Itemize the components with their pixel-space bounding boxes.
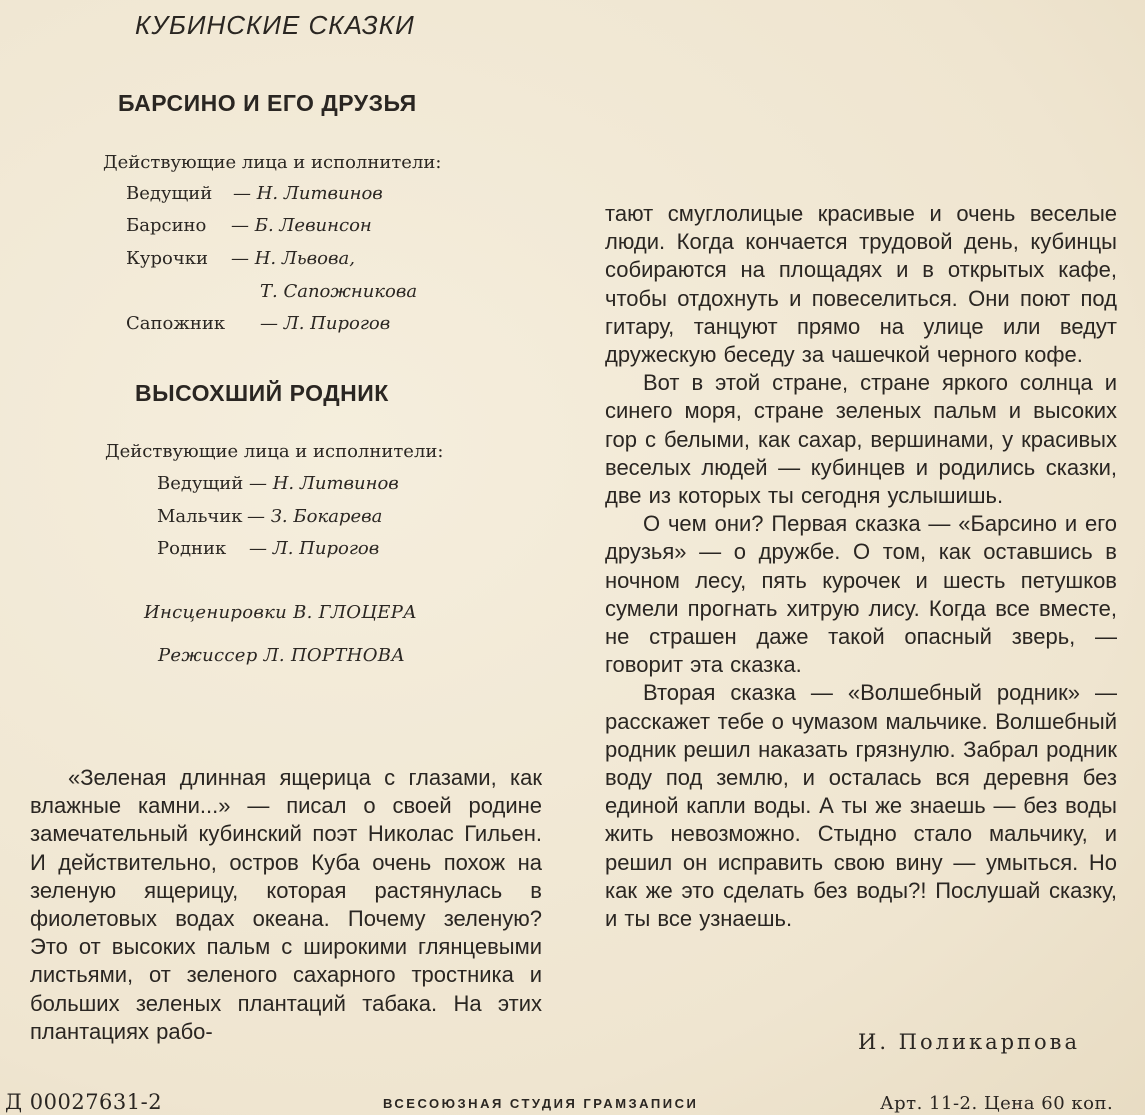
cast-actor: — Н. Литвинов [233,183,383,204]
series-title: КУБИНСКИЕ СКАЗКИ [135,10,415,40]
story1-cast-row [126,215,372,236]
story2-cast-row [157,538,380,559]
right-paragraph-4: Вторая сказка — «Волшебный родник» — расскажет тебе о чумазом мальчике. Волшебный родник решил наказать грязнулю. Забрал родник воду под землю, и осталась вся деревня без единой капли воды. А ты же знаешь — без воды жить невозможно. Стыдно стало мальчику, и решил он исправить свою вину — умыться. Но как же это сделать без воды?! Послушай сказку, и ты все узнаешь. [605,680,1117,932]
cast-role: Барсино [126,215,207,236]
story1-cast-row [126,248,355,269]
left-paragraph: «Зеленая длинная ящерица с глазами, как влажные камни...» — писал о своей родине замечательный кубинский поэт Николас Гильен. И действительно, остров Куба очень похож на зеленую ящерицу, которая растянулась в фиолетовых водах океана. Почему зеленую? Это от высоких пальм с широкими глянцевыми листьями, от зеленого сахарного тростника и больших зеленых плантаций табака. На этих плантациях рабо- [30,765,542,1044]
price-info: Арт. 11-2. Цена 60 коп. [880,1093,1114,1114]
cast-actor: — Н. Львова, [231,248,355,269]
cast-actor: — Л. Пирогов [260,313,391,334]
story2-cast-row [157,473,399,494]
story1-cast-row [126,183,383,204]
story2-title: ВЫСОХШИЙ РОДНИК [135,380,389,406]
story2-cast-row [157,506,383,527]
story1-cast-row [260,281,417,302]
right-paragraph-2: Вот в этой стране, стране яркого солнца и синего моря, стране зеленых пальм и высоких гор с белыми, как сахар, вершинами, у красивых веселых людей — кубинцев и родились сказки, две из которых ты сегодня услышишь. [605,370,1117,509]
cast-role: Ведущий [157,473,244,494]
cast-role: Мальчик [157,506,243,527]
story1-cast-row [126,313,391,334]
director-credit: Режиссер Л. ПОРТНОВА [158,645,406,666]
story2-cast-heading: Действующие лица и исполнители: [105,441,444,462]
left-body-text [30,764,542,1046]
cast-role: Родник [157,538,227,559]
studio-name: ВСЕСОЮЗНАЯ СТУДИЯ ГРАМЗАПИСИ [383,1096,699,1111]
catalog-number: Д 00027631-2 [5,1090,163,1114]
story1-title: БАРСИНО И ЕГО ДРУЗЬЯ [118,90,417,116]
cast-actor: — Н. Литвинов [249,473,399,494]
cast-actor: — Л. Пирогов [249,538,380,559]
cast-actor: — З. Бокарева [247,506,383,527]
cast-role: Ведущий [126,183,213,204]
right-body-text [605,200,1117,933]
staging-credit: Инсценировки В. ГЛОЦЕРА [144,602,418,623]
right-paragraph-1: тают смуглолицые красивые и очень веселые люди. Когда кончается трудовой день, кубинцы собираются на площадях и в открытых кафе, чтобы отдохнуть и повеселиться. Они поют под гитару, танцуют прямо на улице или ведут дружескую беседу за чашечкой черного кофе. [605,201,1117,368]
cast-role: Курочки [126,248,209,269]
cast-role: Сапожник [126,313,226,334]
author-signature: И. Поликарпова [858,1030,1081,1054]
story1-cast-heading: Действующие лица и исполнители: [103,152,442,173]
cast-actor: Т. Сапожникова [260,281,418,302]
right-paragraph-3: О чем они? Первая сказка — «Барсино и его друзья» — о дружбе. О том, как оставшись в ночном лесу, пять курочек и шесть петушков сумели прогнать хитрую лису. Когда все вместе, не страшен даже такой опасный зверь, — говорит эта сказка. [605,511,1117,678]
cast-actor: — Б. Левинсон [231,215,372,236]
